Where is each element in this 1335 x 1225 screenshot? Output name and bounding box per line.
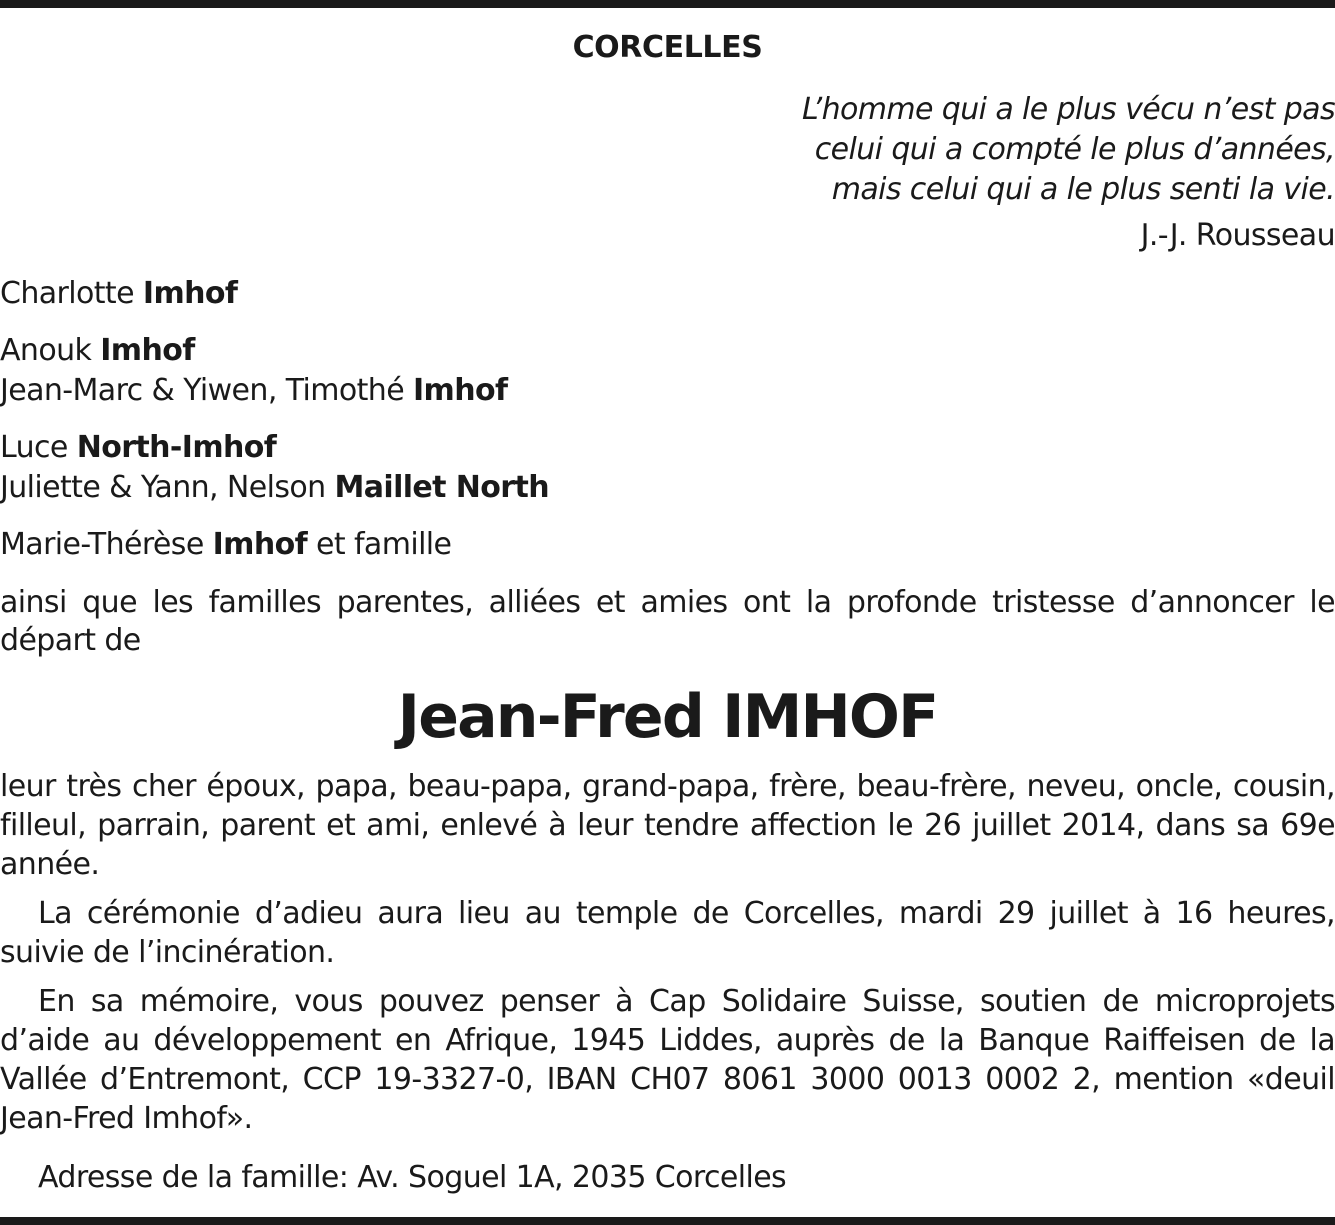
family-member (0, 525, 451, 565)
quote-author: J.-J. Rousseau (1140, 218, 1335, 253)
bottom-rule (0, 1217, 1335, 1225)
given-name: Jean-Marc & Yiwen, Timothé (0, 373, 413, 408)
surname: Imhof (212, 527, 308, 562)
quote-line: mais celui qui a le plus senti la vie. (831, 172, 1335, 207)
given-name: Anouk (0, 333, 101, 368)
announcement-text: ainsi que les familles parentes, alliées et amies ont la profonde tristesse d’annoncer le départ de (0, 585, 1335, 658)
quote-line: L’homme qui a le plus vécu n’est pas (801, 92, 1335, 127)
family-member (0, 274, 237, 314)
surname: Imhof (142, 276, 238, 311)
given-name: Charlotte (0, 276, 143, 311)
surname: Imhof (413, 373, 508, 408)
relationship-paragraph: leur très cher époux, papa, beau-papa, grand-papa, frère, beau-frère, neveu, oncle, cousin, filleul, parrain, parent et ami, enlevé à leur tendre affection le 26 juillet 2014, dans sa 69e année. (0, 769, 1335, 882)
given-name: Marie-Thérèse (0, 527, 213, 562)
family-member (0, 468, 549, 508)
name-suffix: et famille (307, 527, 452, 562)
deceased-name: Jean-Fred IMHOF (397, 682, 938, 752)
place-heading: CORCELLES (572, 30, 763, 65)
ceremony-paragraph: La cérémonie d’adieu aura lieu au temple de Corcelles, mardi 29 juillet à 16 heures, suivie de l’incinération. (0, 896, 1335, 970)
epigraph-quote (575, 90, 1335, 210)
family-member (0, 331, 195, 371)
given-name: Juliette & Yann, Nelson (0, 470, 335, 505)
surname: Imhof (100, 333, 195, 368)
surname: North-Imhof (76, 430, 277, 465)
given-name: Luce (0, 430, 77, 465)
family-member (0, 428, 276, 468)
family-member (0, 371, 507, 411)
family-address: Adresse de la famille: Av. Soguel 1A, 2035 Corcelles (38, 1160, 787, 1195)
memory-paragraph: En sa mémoire, vous pouvez penser à Cap Solidaire Suisse, soutien de microprojets d’aide au développement en Afrique, 1945 Liddes, auprès de la Banque Raiffeisen de la Vallée d’Entremont, CCP 19-3327-0, IBAN CH07 8061 3000 0013 0002 2, mention «deuil Jean-Fred Imhof». (0, 984, 1335, 1136)
quote-line: celui qui a compté le plus d’années, (814, 132, 1335, 167)
surname: Maillet North (334, 470, 549, 505)
